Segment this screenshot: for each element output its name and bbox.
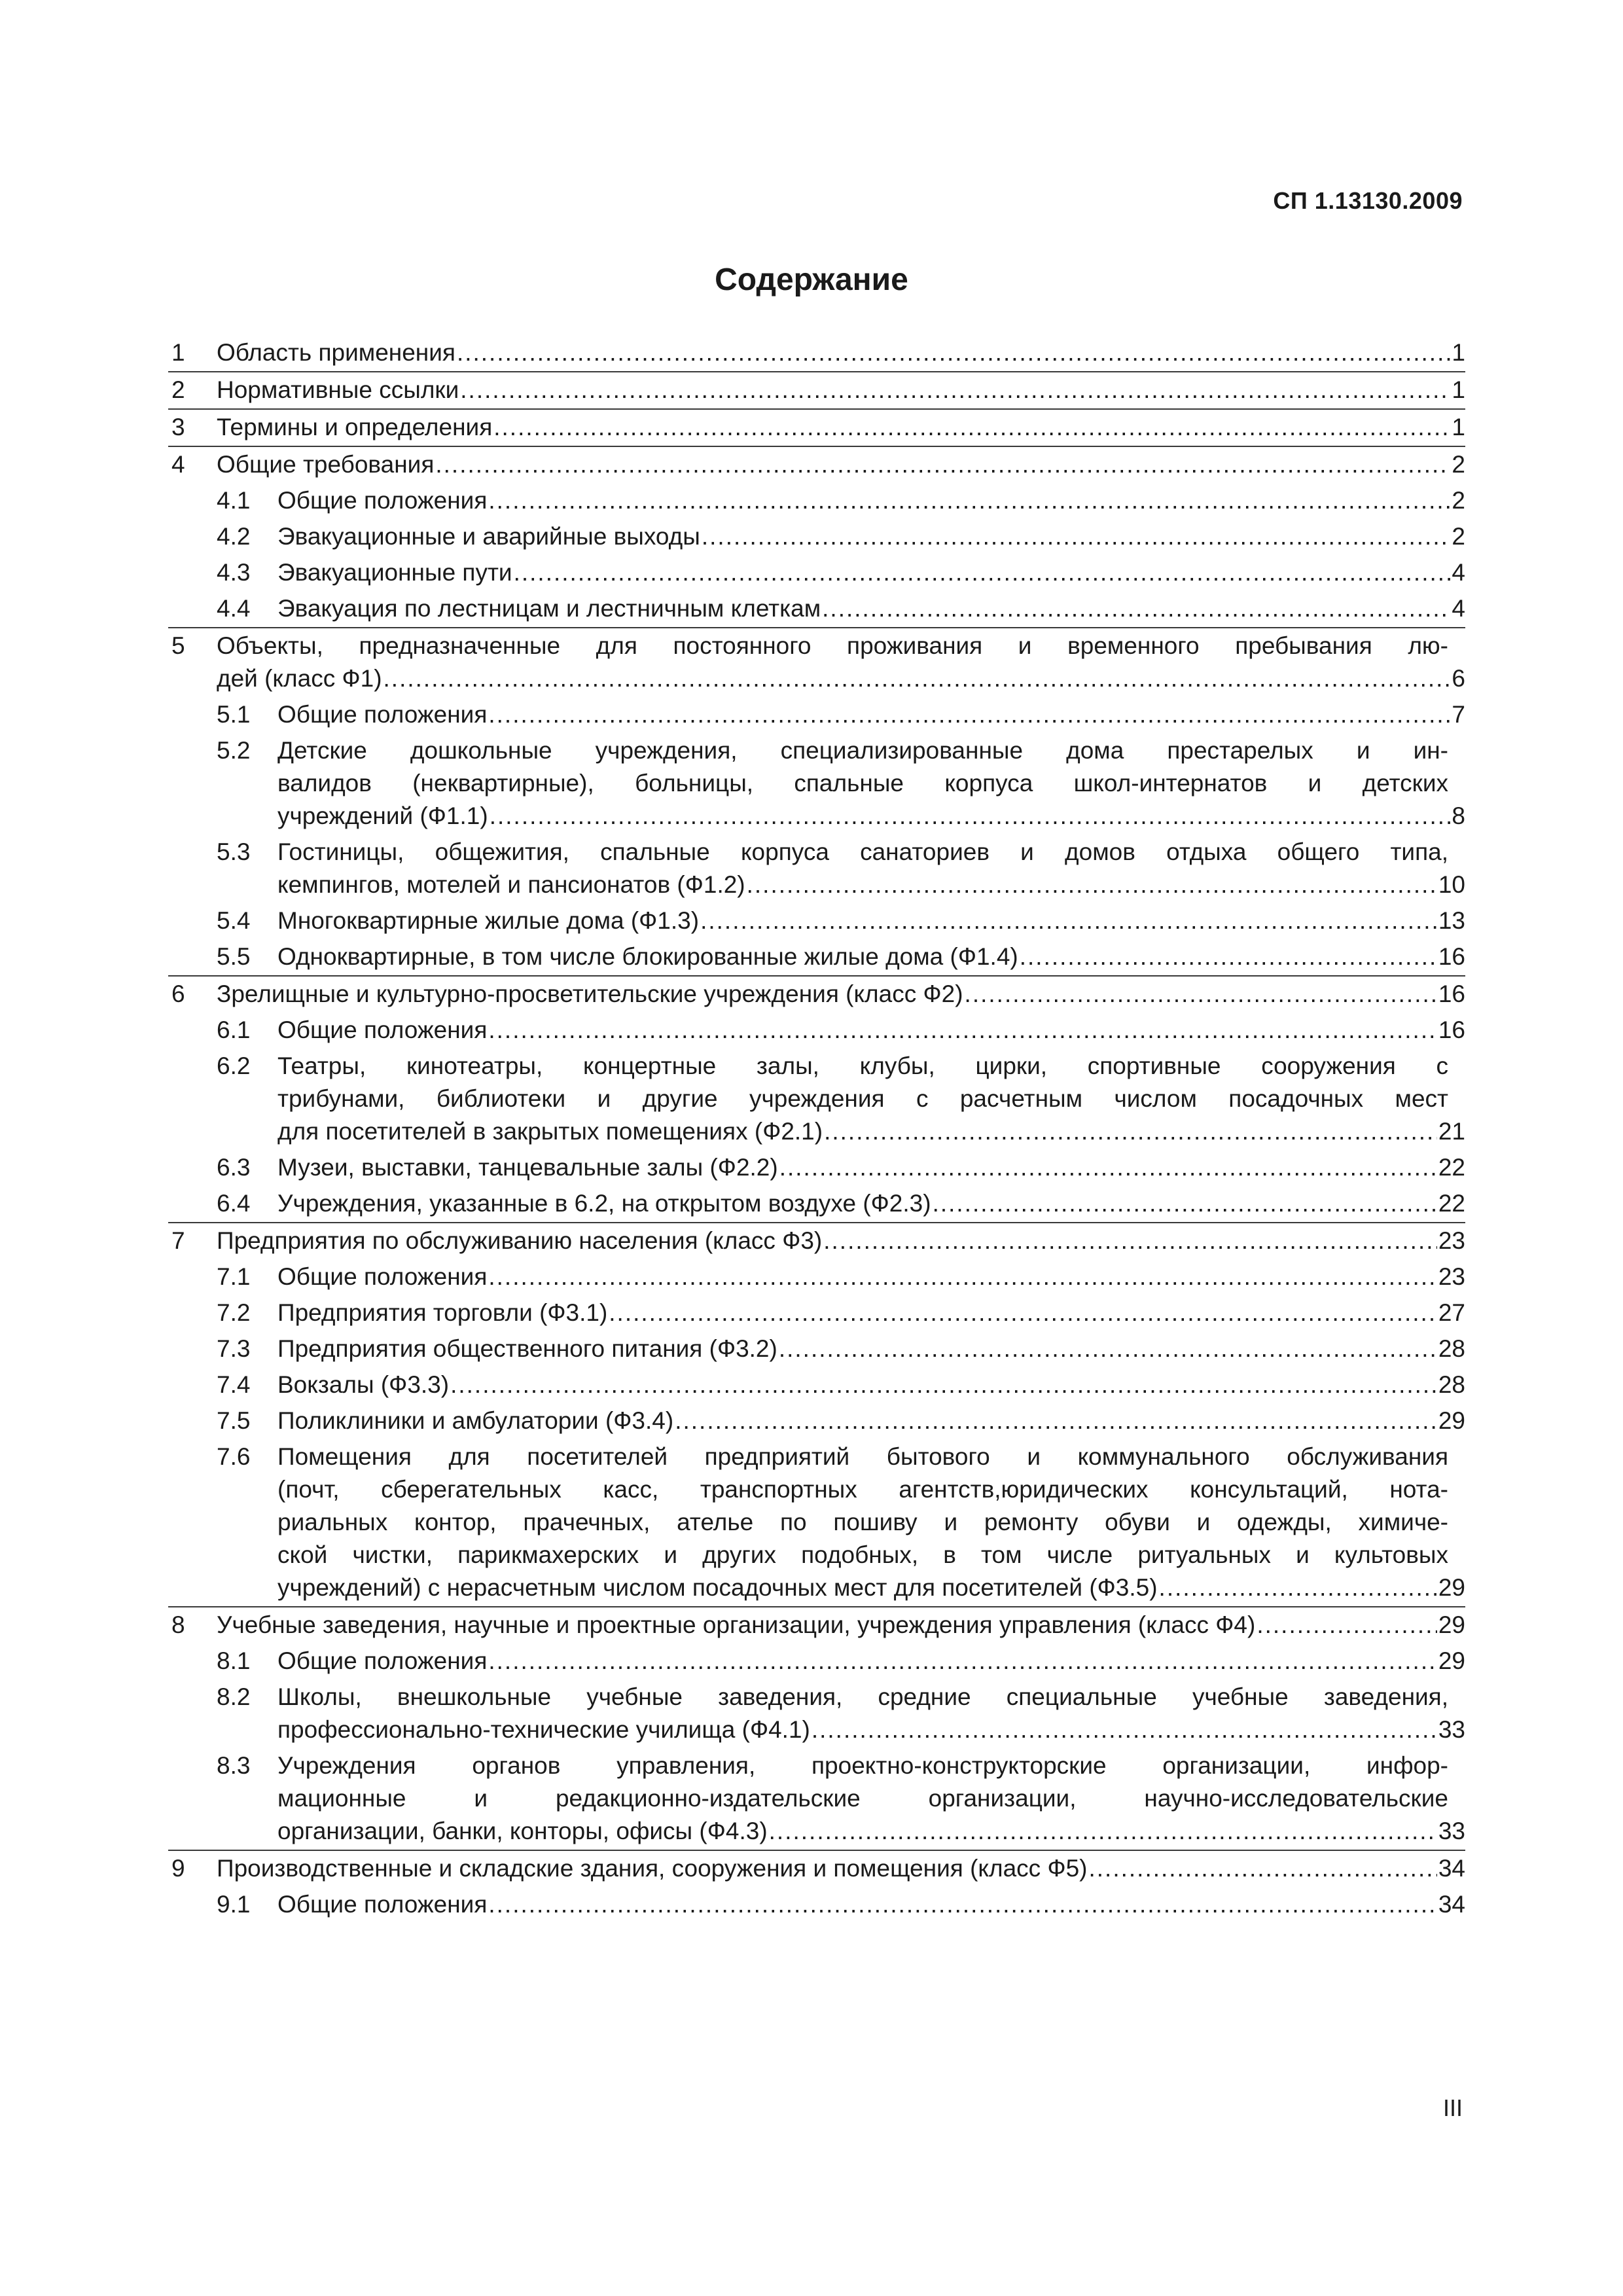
toc-entry[interactable]	[168, 733, 1465, 834]
toc-entry-page: 28	[1438, 1335, 1465, 1362]
dot-leader	[823, 1225, 1437, 1257]
dot-leader	[488, 1014, 1436, 1047]
toc-entry-title-line: Учреждения органов управления, проектно-конструкторские организации, инфор-	[277, 1752, 1448, 1779]
toc-entry[interactable]	[168, 1150, 1465, 1186]
toc-entry-title: Общие положения	[277, 701, 488, 728]
dot-leader	[383, 662, 1451, 695]
toc-entry-number: 7.6	[217, 1443, 251, 1470]
toc-entry-title: Общие положения	[277, 1647, 488, 1674]
toc-entry-page: 22	[1438, 1154, 1465, 1181]
toc-entry-page: 8	[1452, 802, 1465, 829]
toc-entry-number: 2	[171, 376, 185, 403]
dot-leader	[490, 800, 1451, 833]
toc-entry-title-line: Гостиницы, общежития, спальные корпуса санаториев и домов отдыха общего типа,	[277, 838, 1448, 865]
toc-entry-number: 6.2	[217, 1052, 251, 1079]
toc-entry-page: 7	[1452, 701, 1465, 728]
toc-entry-title-line: Театры, кинотеатры, концертные залы, клубы, цирки, спортивные сооружения с	[277, 1052, 1448, 1079]
dot-leader	[675, 1405, 1437, 1437]
dot-leader	[488, 1645, 1436, 1677]
toc-entry-page: 4	[1452, 595, 1465, 622]
dot-leader	[700, 905, 1437, 937]
toc-entry-page: 21	[1438, 1118, 1465, 1145]
toc-entry-page: 1	[1452, 339, 1465, 366]
toc-entry-page: 10	[1438, 871, 1465, 898]
toc-entry-title-line: риальных контор, прачечных, ателье по пошиву и ремонту обуви и одежды, химиче-	[277, 1509, 1448, 1535]
toc-entry-title: Предприятия по обслуживанию населения (класс Ф3)	[217, 1227, 823, 1254]
toc-entry-page: 22	[1438, 1190, 1465, 1217]
toc-entry-number: 7.3	[217, 1335, 251, 1362]
toc-entry-title-line: ской чистки, парикмахерских и других подобных, в том числе ритуальных и культовых	[277, 1541, 1448, 1568]
dot-leader	[933, 1187, 1437, 1220]
toc-entry[interactable]	[168, 697, 1465, 733]
toc-entry-title: Учебные заведения, научные и проектные организации, учреждения управления (класс Ф4)	[217, 1611, 1256, 1638]
toc-entry-title: Общие положения	[277, 1891, 488, 1918]
toc-entry-page: 29	[1438, 1647, 1465, 1674]
toc-entry[interactable]	[168, 1748, 1465, 1850]
toc-entry-number: 7.4	[217, 1371, 251, 1398]
toc-entry-number: 4.3	[217, 559, 251, 586]
toc-entry-page: 16	[1438, 943, 1465, 970]
toc-entry-page: 2	[1452, 451, 1465, 478]
toc-entry-number: 6.4	[217, 1190, 251, 1217]
toc-entry-title: Общие положения	[277, 487, 488, 514]
toc-entry-number: 5.2	[217, 737, 251, 764]
toc-entry-number: 7.2	[217, 1299, 251, 1326]
toc-entry-title-line: Школы, внешкольные учебные заведения, средние специальные учебные заведения,	[277, 1683, 1448, 1710]
toc-entry-number: 4.2	[217, 523, 251, 550]
toc-entry[interactable]	[168, 446, 1465, 483]
toc-entry-title-line: валидов (неквартирные), больницы, спальные корпуса школ-интернатов и детских	[277, 770, 1448, 797]
toc-entry-page: 2	[1452, 523, 1465, 550]
toc-entry[interactable]	[168, 834, 1465, 903]
toc-entry-number: 8	[171, 1611, 185, 1638]
toc-entry-title: Эвакуация по лестницам и лестничным клеткам	[277, 595, 821, 622]
toc-entry[interactable]	[168, 483, 1465, 519]
dot-leader	[1088, 1852, 1436, 1885]
toc-entry-number: 8.3	[217, 1752, 251, 1779]
toc-entry-number: 6	[171, 980, 185, 1007]
toc-entry[interactable]	[168, 1887, 1465, 1923]
toc-entry-title: Поликлиники и амбулатории (Ф3.4)	[277, 1407, 674, 1434]
dot-leader	[450, 1369, 1437, 1401]
toc-entry-page: 16	[1438, 980, 1465, 1007]
toc-entry-page: 34	[1438, 1891, 1465, 1918]
toc-entry-title-line: мационные и редакционно-издательские организации, научно-исследовательские	[277, 1785, 1448, 1812]
toc-entry-title: профессионально-технические училища (Ф4.1)	[277, 1716, 810, 1743]
toc-entry-page: 33	[1438, 1716, 1465, 1743]
dot-leader	[488, 484, 1450, 517]
toc-entry-title: Одноквартирные, в том числе блокированные жилые дома (Ф1.4)	[277, 943, 1018, 970]
toc-entry-title: Предприятия торговли (Ф3.1)	[277, 1299, 608, 1326]
toc-entry-title: Производственные и складские здания, сооружения и помещения (класс Ф5)	[217, 1855, 1088, 1882]
dot-leader	[609, 1297, 1437, 1329]
dot-leader	[779, 1333, 1437, 1365]
dot-leader	[779, 1151, 1437, 1184]
dot-leader	[457, 336, 1450, 369]
toc-entry-number: 5.4	[217, 907, 251, 934]
toc-entry[interactable]	[168, 1643, 1465, 1679]
toc-entry-number: 3	[171, 414, 185, 440]
dot-leader	[824, 1115, 1437, 1148]
toc-entry-title-line: Объекты, предназначенные для постоянного проживания и временного пребывания лю-	[217, 632, 1448, 659]
toc-entry[interactable]	[168, 1403, 1465, 1439]
toc-entry[interactable]	[168, 1049, 1465, 1150]
table-of-contents	[168, 335, 1465, 1923]
toc-entry[interactable]	[168, 627, 1465, 697]
toc-entry-title: Термины и определения	[217, 414, 493, 440]
toc-entry[interactable]	[168, 1679, 1465, 1748]
toc-entry[interactable]	[168, 519, 1465, 555]
toc-entry-title: Вокзалы (Ф3.3)	[277, 1371, 450, 1398]
toc-entry[interactable]	[168, 371, 1465, 408]
toc-entry-page: 6	[1452, 665, 1465, 692]
toc-entry-number: 4.1	[217, 487, 251, 514]
toc-entry-number: 7	[171, 1227, 185, 1254]
toc-entry-page: 23	[1438, 1227, 1465, 1254]
toc-entry-number: 5	[171, 632, 185, 659]
toc-entry-page: 29	[1438, 1574, 1465, 1601]
dot-leader	[769, 1815, 1437, 1848]
dot-leader	[1020, 941, 1437, 973]
toc-entry-title: Многоквартирные жилые дома (Ф1.3)	[277, 907, 700, 934]
toc-entry[interactable]	[168, 1331, 1465, 1367]
toc-entry-title: Эвакуационные и аварийные выходы	[277, 523, 700, 550]
toc-entry-page: 28	[1438, 1371, 1465, 1398]
toc-entry-title: Общие положения	[277, 1263, 488, 1290]
toc-entry-title: учреждений (Ф1.1)	[277, 802, 488, 829]
toc-entry-page: 34	[1438, 1855, 1465, 1882]
toc-entry-title: учреждений) с нерасчетным числом посадочных мест для посетителей (Ф3.5)	[277, 1574, 1158, 1601]
toc-entry-title-line: (почт, сберегательных касс, транспортных агентств,юридических консультаций, нота-	[277, 1476, 1448, 1503]
dot-leader	[1257, 1609, 1437, 1641]
toc-entry-number: 8.2	[217, 1683, 251, 1710]
dot-leader	[965, 978, 1437, 1011]
toc-entry-title-line: трибунами, библиотеки и другие учреждения с расчетным числом посадочных мест	[277, 1085, 1448, 1112]
dot-leader	[493, 411, 1450, 444]
dot-leader	[488, 1888, 1436, 1921]
toc-entry[interactable]	[168, 1259, 1465, 1295]
dot-leader	[822, 592, 1450, 625]
toc-entry-number: 5.5	[217, 943, 251, 970]
toc-entry-number: 6.3	[217, 1154, 251, 1181]
toc-entry-title: Нормативные ссылки	[217, 376, 459, 403]
toc-entry[interactable]	[168, 1439, 1465, 1606]
toc-entry-title: организации, банки, конторы, офисы (Ф4.3)	[277, 1818, 768, 1844]
dot-leader	[435, 448, 1450, 481]
toc-entry-number: 7.5	[217, 1407, 251, 1434]
toc-entry-page: 23	[1438, 1263, 1465, 1290]
toc-entry[interactable]	[168, 1367, 1465, 1403]
toc-entry-number: 8.1	[217, 1647, 251, 1674]
toc-entry-page: 33	[1438, 1818, 1465, 1844]
dot-leader	[460, 374, 1450, 406]
dot-leader	[702, 520, 1451, 553]
toc-entry[interactable]	[168, 591, 1465, 627]
toc-entry-number: 5.3	[217, 838, 251, 865]
toc-entry-page: 1	[1452, 414, 1465, 440]
toc-entry-page: 1	[1452, 376, 1465, 403]
toc-entry-title: Общие требования	[217, 451, 435, 478]
toc-entry[interactable]	[168, 1850, 1465, 1887]
toc-entry[interactable]	[168, 555, 1465, 591]
toc-entry-number: 9.1	[217, 1891, 251, 1918]
toc-entry[interactable]	[168, 408, 1465, 446]
toc-entry-page: 2	[1452, 487, 1465, 514]
toc-entry-number: 4.4	[217, 595, 251, 622]
toc-entry[interactable]	[168, 903, 1465, 939]
dot-leader	[488, 1261, 1436, 1293]
toc-entry-page: 4	[1452, 559, 1465, 586]
toc-entry-title: для посетителей в закрытых помещениях (Ф2.1)	[277, 1118, 823, 1145]
toc-entry-page: 29	[1438, 1611, 1465, 1638]
toc-entry-title: Эвакуационные пути	[277, 559, 512, 586]
dot-leader	[812, 1713, 1437, 1746]
toc-entry-title: Музеи, выставки, танцевальные залы (Ф2.2)	[277, 1154, 778, 1181]
toc-entry[interactable]	[168, 1222, 1465, 1259]
toc-entry-number: 5.1	[217, 701, 251, 728]
toc-entry[interactable]	[168, 335, 1465, 371]
dot-leader	[1159, 1571, 1437, 1604]
toc-entry-title: дей (класс Ф1)	[217, 665, 382, 692]
dot-leader	[488, 698, 1450, 731]
toc-entry-number: 9	[171, 1855, 185, 1882]
toc-entry-title: Общие положения	[277, 1016, 488, 1043]
toc-entry-page: 13	[1438, 907, 1465, 934]
toc-entry-page: 29	[1438, 1407, 1465, 1434]
toc-entry-title-line: Детские дошкольные учреждения, специализированные дома престарелых и ин-	[277, 737, 1448, 764]
toc-entry[interactable]	[168, 939, 1465, 975]
page-title: Содержание	[715, 262, 908, 297]
toc-entry[interactable]	[168, 1186, 1465, 1222]
dot-leader	[514, 556, 1451, 589]
toc-entry-number: 7.1	[217, 1263, 251, 1290]
toc-entry-number: 1	[171, 339, 185, 366]
toc-entry-title: кемпингов, мотелей и пансионатов (Ф1.2)	[277, 871, 745, 898]
page-number: III	[1442, 2094, 1463, 2121]
toc-entry[interactable]	[168, 975, 1465, 1013]
toc-entry[interactable]	[168, 1013, 1465, 1049]
toc-entry-number: 4	[171, 451, 185, 478]
document-code: СП 1.13130.2009	[1273, 187, 1463, 214]
toc-entry-title: Учреждения, указанные в 6.2, на открытом воздухе (Ф2.3)	[277, 1190, 931, 1217]
toc-entry[interactable]	[168, 1295, 1465, 1331]
toc-entry-number: 6.1	[217, 1016, 251, 1043]
dot-leader	[747, 869, 1437, 901]
toc-entry-page: 16	[1438, 1016, 1465, 1043]
toc-entry-title: Предприятия общественного питания (Ф3.2)	[277, 1335, 777, 1362]
toc-entry-title-line: Помещения для посетителей предприятий бытового и коммунального обслуживания	[277, 1443, 1448, 1470]
toc-entry-page: 27	[1438, 1299, 1465, 1326]
toc-entry[interactable]	[168, 1606, 1465, 1643]
toc-entry-title: Зрелищные и культурно-просветительские учреждения (класс Ф2)	[217, 980, 963, 1007]
toc-entry-title: Область применения	[217, 339, 455, 366]
